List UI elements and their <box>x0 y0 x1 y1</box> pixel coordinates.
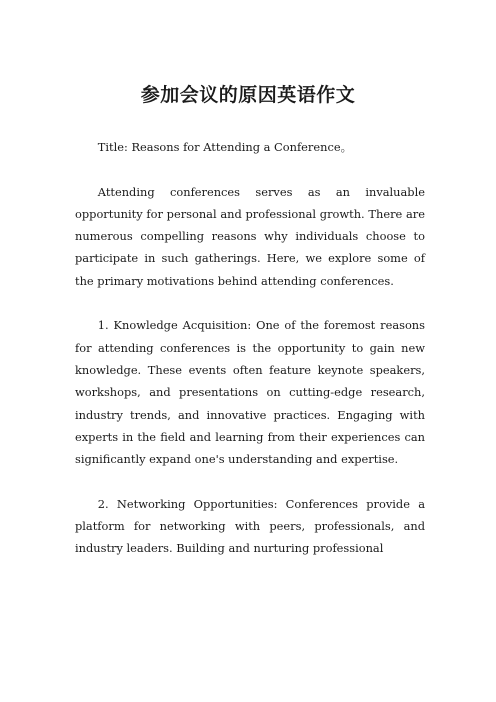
document-title: 参加会议的原因英语作文 <box>140 84 356 106</box>
paragraph-knowledge-acquisition: 1. Knowledge Acquisition: One of the foremost reasons for attending conferences is the opportunity to gain new knowledge. These events often feature keynote speakers, workshops, and presentations on cutting-edge research, industry trends, and innovative practices. Engaging with experts in the field and learning from their experiences can significantly expand one's understanding and expertise. <box>75 318 425 467</box>
paragraph-networking-opportunities: 2. Networking Opportunities: Conferences provide a platform for networking with peers, professionals, and industry leaders. Building and nurturing professional <box>75 496 425 556</box>
document-body <box>75 136 425 582</box>
paragraph-title-line: Title: Reasons for Attending a Conference。 <box>97 140 352 154</box>
paragraph-intro: Attending conferences serves as an invaluable opportunity for personal and professional growth. There are numerous compelling reasons why individuals choose to participate in such gatherings. Here, we explore some of the primary motivations behind attending conferences. <box>75 184 425 288</box>
